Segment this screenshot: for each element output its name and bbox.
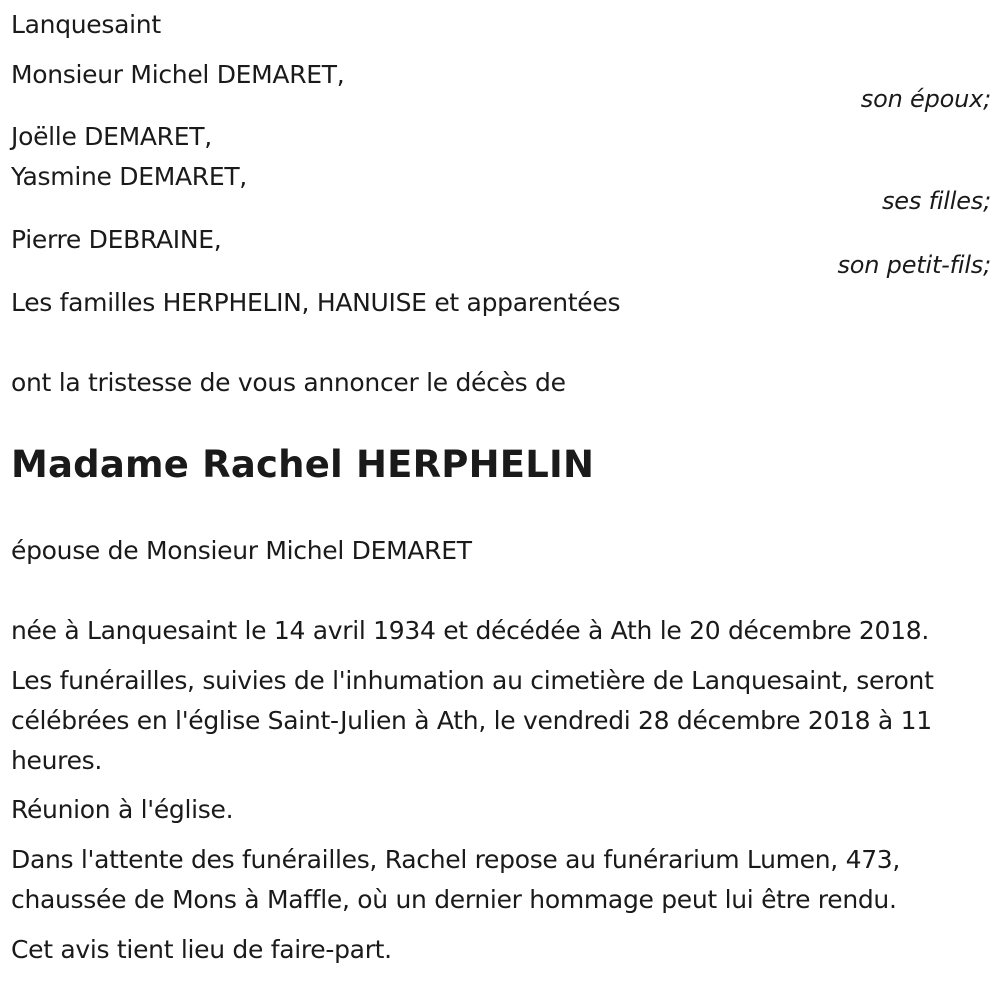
spouse-role: son époux; — [860, 85, 991, 113]
grandson-name: Pierre DEBRAINE, — [11, 225, 222, 254]
daughter-name-1: Joëlle DEMARET, — [11, 122, 212, 151]
birth-death-line: née à Lanquesaint le 14 avril 1934 et décédée à Ath le 20 décembre 2018. — [11, 616, 929, 645]
closing-line: Cet avis tient lieu de faire-part. — [11, 935, 392, 964]
grandson-role: son petit-fils; — [837, 251, 991, 279]
daughters-role: ses filles; — [881, 187, 991, 215]
deceased-name: Madame Rachel HERPHELIN — [11, 443, 595, 486]
families-line: Les familles HERPHELIN, HANUISE et apparentées — [11, 288, 621, 317]
daughter-name-2: Yasmine DEMARET, — [11, 162, 247, 191]
relation-line: épouse de Monsieur Michel DEMARET — [11, 536, 472, 565]
announcement-line: ont la tristesse de vous annoncer le décès de — [11, 368, 566, 397]
obituary-notice — [11, 0, 991, 985]
location-heading: Lanquesaint — [11, 10, 161, 39]
meeting-line: Réunion à l'église. — [11, 795, 234, 824]
funeral-paragraph: Les funérailles, suivies de l'inhumation au cimetière de Lanquesaint, seront célébrées en l'église Saint-Julien à Ath, le vendredi 28 décembre 2018 à 11 heures. — [11, 666, 934, 775]
spouse-name: Monsieur Michel DEMARET, — [11, 60, 345, 89]
visitation-paragraph: Dans l'attente des funérailles, Rachel repose au funérarium Lumen, 473, chaussée de Mons à Maffle, où un dernier hommage peut lui être rendu. — [11, 845, 901, 914]
